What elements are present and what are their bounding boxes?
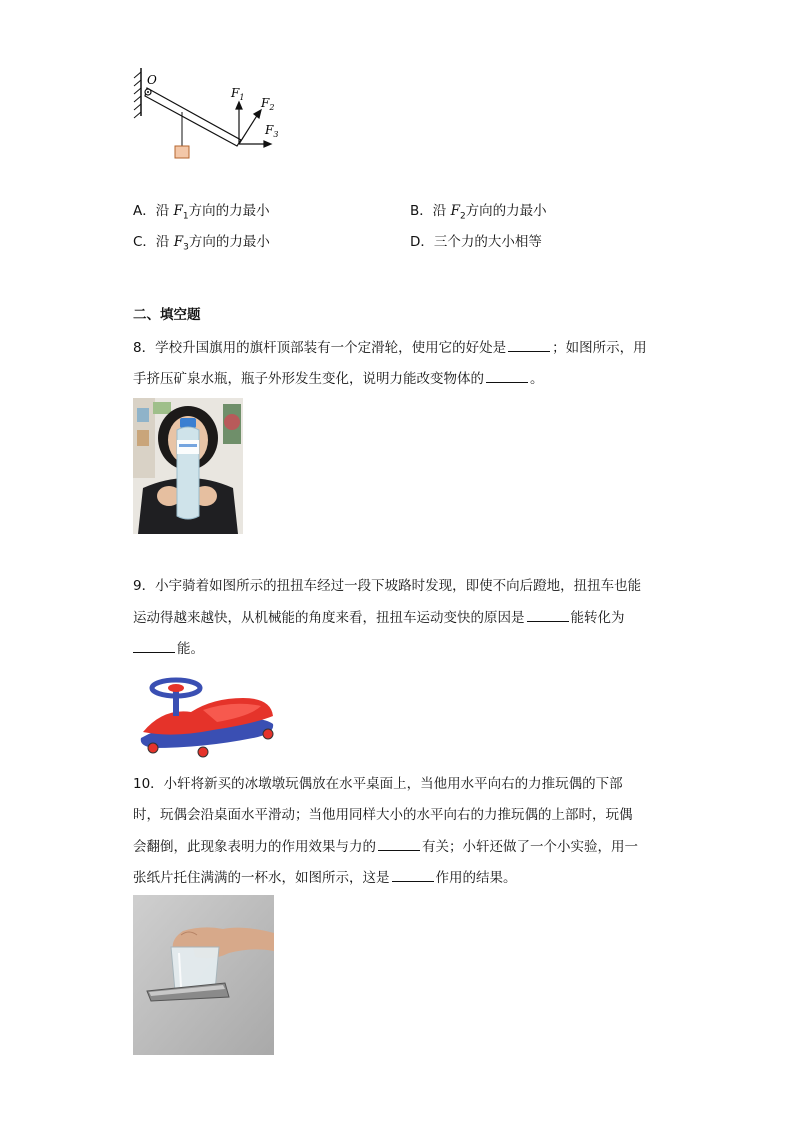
q8-line-2: 手挤压矿泉水瓶，瓶子外形发生变化，说明力能改变物体的 。 bbox=[133, 368, 544, 389]
f1-label: F bbox=[231, 86, 240, 100]
lever-diagram bbox=[125, 60, 295, 170]
f3-label: F bbox=[265, 123, 274, 137]
option-b[interactable]: B．沿 $F_2$方向的力最小 bbox=[410, 203, 547, 222]
q10-line-3: 会翻倒，此现象表明力的作用效果与力的 有关；小轩还做了一个小实验，用一 bbox=[133, 836, 638, 857]
svg-text:F1: $F_1$ bbox=[231, 86, 245, 102]
q10-line-2: 时，玩偶会沿桌面水平滑动；当他用同样大小的水平向右的力推玩偶的上部时，玩偶 bbox=[133, 807, 633, 823]
swing-car-photo bbox=[133, 668, 278, 760]
q9-line-1: 9．小宇骑着如图所示的扭扭车经过一段下坡路时发现，即使不向后蹬地，扭扭车也能 bbox=[133, 578, 642, 594]
svg-text:F3: $F_3$ bbox=[265, 123, 279, 139]
q9-line-3: 能。 bbox=[133, 638, 204, 659]
q9-line-2: 运动得越来越快，从机械能的角度来看，扭扭车运动变快的原因是 能转化为 bbox=[133, 607, 625, 628]
q8-blank-1[interactable] bbox=[508, 337, 550, 352]
option-d[interactable]: D．三个力的大小相等 bbox=[410, 234, 542, 250]
f2-label: F bbox=[261, 96, 270, 110]
q10-blank-2[interactable] bbox=[392, 867, 434, 882]
q10-line-4: 张纸片托住满满的一杯水，如图所示，这是 作用的结果。 bbox=[133, 867, 517, 888]
q10-blank-1[interactable] bbox=[378, 836, 420, 851]
q9-blank-2[interactable] bbox=[133, 638, 175, 653]
pivot-label: O bbox=[147, 73, 157, 87]
q8-blank-2[interactable] bbox=[486, 368, 528, 383]
q8-line-1: 8．学校升国旗用的旗杆顶部装有一个定滑轮，使用它的好处是 ；如图所示，用 bbox=[133, 337, 647, 358]
option-c[interactable]: C．沿 $F_3$方向的力最小 bbox=[133, 234, 270, 253]
q9-blank-1[interactable] bbox=[527, 607, 569, 622]
section-title: 二、填空题 bbox=[133, 307, 201, 323]
cup-paper-photo bbox=[133, 895, 274, 1055]
q10-line-1: 10．小轩将新买的冰墩墩玩偶放在水平桌面上，当他用水平向右的力推玩偶的下部 bbox=[133, 776, 623, 792]
svg-text:F2: $F_2$ bbox=[261, 96, 275, 112]
option-a[interactable]: A．沿 $F_1$方向的力最小 bbox=[133, 203, 270, 222]
bottle-photo bbox=[133, 398, 243, 534]
hanging-block bbox=[175, 146, 189, 158]
